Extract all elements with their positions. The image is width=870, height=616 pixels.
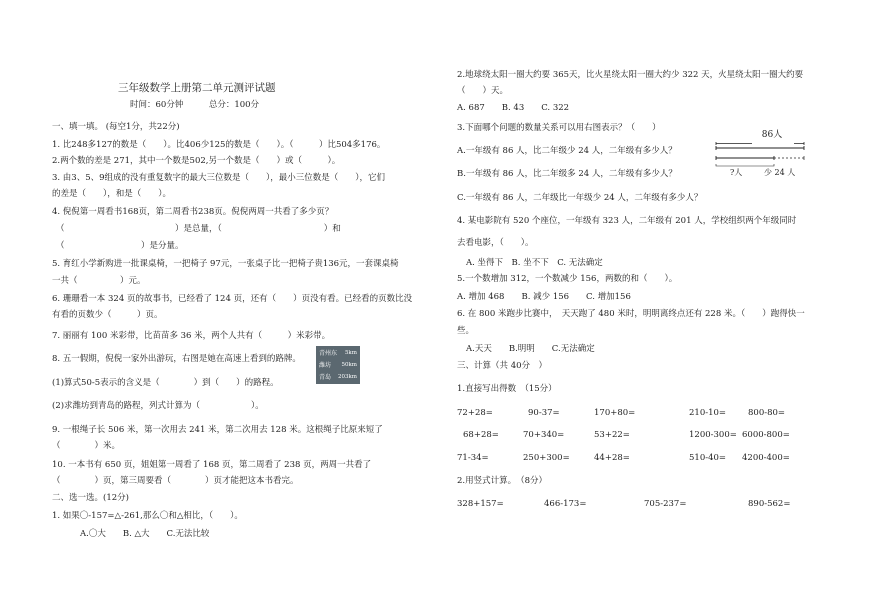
calc-direct-heading: 1.直接写出得数 （15分） bbox=[457, 384, 557, 394]
choice-q3-option-b: B.一年级有 86 人，比二年级多 24 人，二年级有多少人？ bbox=[457, 169, 677, 179]
diagram-top-label: 86人 bbox=[761, 130, 783, 140]
fill-q2: 2.两个数的差是 271，其中一个数是502,另一个数是（ ）或（ ）。 bbox=[52, 156, 341, 166]
calc-item: 53+22= bbox=[594, 430, 630, 440]
fill-q4-line3: （ ）是分量。 bbox=[56, 241, 184, 251]
fill-q3-line1: 3. 由3、5、9组成的没有重复数字的最大三位数是（ ），最小三位数是（ ），它们 bbox=[52, 173, 386, 183]
calc-item: 510-40= bbox=[689, 453, 727, 463]
sign-row bbox=[318, 372, 358, 383]
fill-q6-line2: 有看的页数少（ ）页。 bbox=[52, 310, 163, 320]
diagram-question-label: ?人 bbox=[730, 168, 743, 177]
fill-q7: 7. 丽丽有 100 米彩带，比苗苗多 36 米，两个人共有（ ）米彩带。 bbox=[52, 331, 331, 341]
fill-q4-line2: （ ）是总量，（ ）和 bbox=[56, 224, 341, 234]
diagram-difference-label: 少 24 人 bbox=[764, 168, 796, 177]
calc-item: 90-37= bbox=[528, 408, 560, 418]
choice-q5: 5.一个数增加 312，一个数减少 156，两数的和（ ）。 bbox=[457, 274, 678, 284]
choice-q6-options: A.天天 B.明明 C.无法确定 bbox=[466, 344, 595, 354]
fill-q8: 8. 五一假期，倪倪一家外出游玩，右图是她在高速上看到的路牌。 bbox=[52, 354, 301, 364]
calc-item: 1200-300= bbox=[689, 430, 737, 440]
diagram-brace-bottom bbox=[716, 164, 774, 166]
sign-distance: 5km bbox=[344, 350, 357, 356]
choice-q2-line2: （ ）天。 bbox=[457, 86, 509, 96]
fill-q8-part2: (2)求潍坊到青岛的路程，列式计算为（ ）。 bbox=[52, 401, 264, 411]
calc-item: 250+300= bbox=[523, 453, 570, 463]
quantity-diagram-svg bbox=[712, 128, 808, 180]
choice-q2-options: A. 687 B. 43 C. 322 bbox=[457, 103, 570, 113]
choice-q1: 1. 如果〇-157=△-261,那么〇和△相比，（ ）。 bbox=[52, 511, 243, 521]
choice-q3-option-a: A.一年级有 86 人，比二年级少 24 人，二年级有多少人？ bbox=[457, 146, 677, 156]
fill-q6-line1: 6. 珊珊看一本 324 页的故事书，已经看了 124 页，还有（ ）页没有看。已经看的页数比没 bbox=[52, 294, 413, 304]
calc-item: 70+340= bbox=[523, 430, 565, 440]
calc-item: 466-173= bbox=[544, 499, 587, 509]
choice-q1-options: A.〇大 B. △大 C.无法比较 bbox=[80, 529, 210, 539]
calc-item: 890-562= bbox=[748, 499, 791, 509]
choice-q6-line2: 些。 bbox=[457, 326, 475, 336]
calc-item: 800-80= bbox=[748, 408, 786, 418]
choice-q2-line1: 2.地球绕太阳一圈大约要 365天，比火星绕太阳一圈大约少 322 天，火星绕太阳一圈大约要 bbox=[457, 70, 804, 80]
fill-q9-line2: （ ）米。 bbox=[52, 441, 121, 451]
sign-distance: 203km bbox=[337, 374, 357, 380]
diagram-brace-top bbox=[716, 142, 804, 145]
exam-title: 三年级数学上册第二单元测评试题 bbox=[118, 82, 276, 94]
choice-q3-option-c: C.一年级有 86 人，二年级比一年级少 24 人，二年级有多少人？ bbox=[457, 193, 703, 203]
calc-item: 68+28= bbox=[463, 430, 499, 440]
fill-q8-part1: (1)算式50-5表示的含义是（ ）到（ ）的路程。 bbox=[52, 378, 279, 388]
sign-distance: 50km bbox=[341, 362, 357, 368]
choice-q6-line1: 6. 在 800 米跑步比赛中， 天天跑了 480 米时，明明离终点还有 228 米。（ ）跑得快一 bbox=[457, 309, 805, 319]
choice-q5-options: A. 增加 468 B. 减少 156 C. 增加156 bbox=[457, 292, 631, 302]
calc-item: 44+28= bbox=[594, 453, 630, 463]
sign-place: 青岛 bbox=[319, 374, 332, 381]
calc-item: 71-34= bbox=[457, 453, 489, 463]
fill-q4-line1: 4. 倪倪第一周看书168页，第二周看书238页。倪倪两周一共看了多少页？ bbox=[52, 207, 334, 217]
sign-place: 青州东 bbox=[319, 350, 338, 357]
calc-item: 170+80= bbox=[594, 408, 636, 418]
calc-vertical-heading: 2.用竖式计算。 （8分） bbox=[457, 476, 548, 486]
fill-q5-line2: 一共（ ）元。 bbox=[52, 276, 146, 286]
choice-q4-line1: 4. 某电影院有 520 个座位，一年级有 323 人，二年级有 201 人，学校组织两个年级同时 bbox=[457, 216, 797, 226]
calc-item: 72+28= bbox=[457, 408, 493, 418]
section-fill-heading: 一、填一填。 (每空1分，共22分) bbox=[52, 122, 180, 132]
fill-q3-line2: 的差是（ ），和是（ ）。 bbox=[52, 189, 172, 199]
time-score: 时间：60分钟 总分：100分 bbox=[130, 100, 260, 110]
choice-q4-options: A. 坐得下 B. 坐不下 C. 无法确定 bbox=[466, 258, 603, 268]
road-sign bbox=[316, 346, 360, 384]
calc-item: 4200-400= bbox=[742, 453, 790, 463]
fill-q10-line1: 10. 一本书有 650 页，姐姐第一周看了 168 页，第二周看了 238 页，两周一共看了 bbox=[52, 460, 372, 470]
section-calc-heading: 三、计算（共 40分 ） bbox=[457, 361, 548, 371]
quantity-diagram bbox=[712, 128, 808, 180]
sign-place: 潍坊 bbox=[319, 362, 332, 369]
choice-q3: 3.下面哪个问题的数量关系可以用右图表示？（ ） bbox=[457, 123, 661, 133]
fill-q10-line2: （ ）页，第三周要看（ ）页才能把这本书看完。 bbox=[52, 476, 299, 486]
fill-q5-line1: 5. 育红小学新购进一批课桌椅，一把椅子 97元，一张桌子比一把椅子贵136元，一套课桌椅 bbox=[52, 259, 399, 269]
section-choice-heading: 二、选一选。(12分) bbox=[52, 493, 129, 503]
fill-q9-line1: 9. 一根绳子长 506 米，第一次用去 241 米，第二次用去 128 米。这根绳子比原来短了 bbox=[52, 425, 383, 435]
calc-item: 705-237= bbox=[644, 499, 687, 509]
calc-item: 328+157= bbox=[457, 499, 504, 509]
sign-row bbox=[318, 360, 358, 371]
sign-row bbox=[318, 348, 358, 359]
fill-q1: 1. 比248多127的数是（ ）。比406少125的数是（ ）。（ ）比504多176。 bbox=[52, 140, 386, 150]
choice-q4-line2: 去看电影，（ ）。 bbox=[457, 238, 534, 248]
calc-item: 6000-800= bbox=[742, 430, 790, 440]
calc-item: 210-10= bbox=[689, 408, 727, 418]
